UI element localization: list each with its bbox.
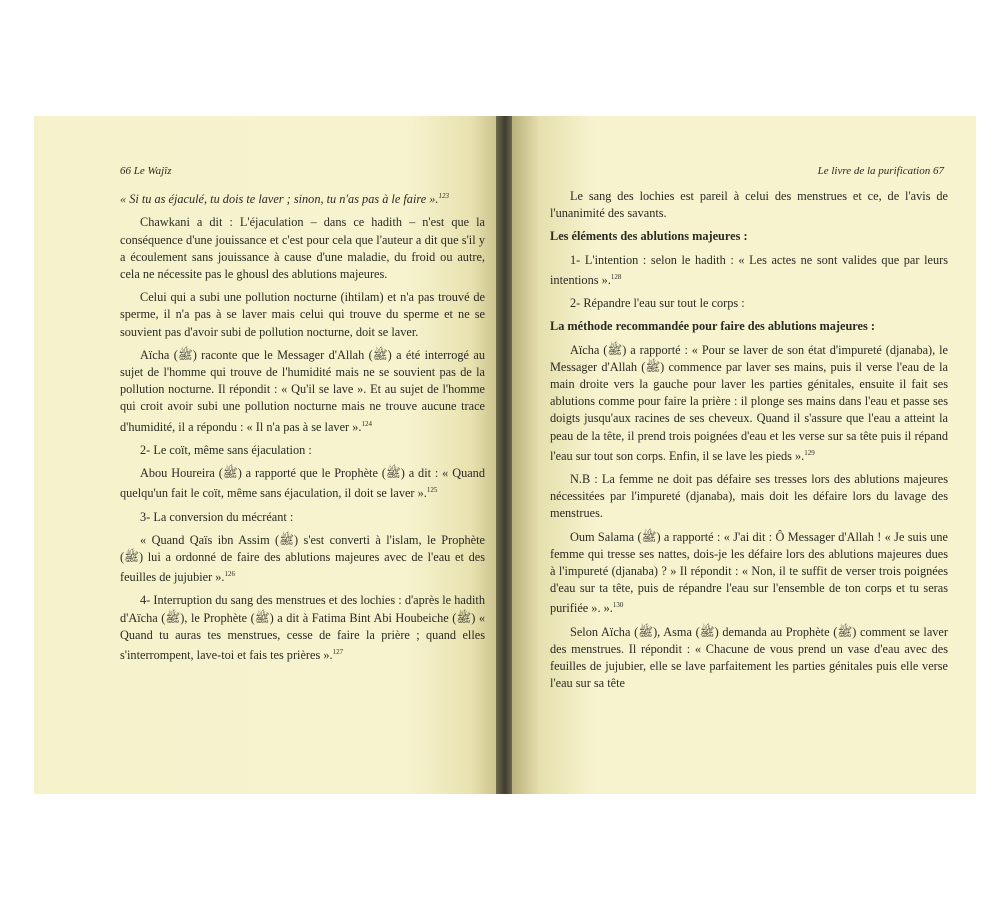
- section-heading: Les éléments des ablutions majeures :: [550, 229, 748, 244]
- paragraph: Selon Aïcha (ﷺ), Asma (ﷺ) demanda au Prophète (ﷺ) comment se laver des menstrues. Il répondit : « Chacune de vous prend un vase d'eau avec des feuilles de jujubier, elle se lave parfaitement les parties génitales puis elle verse l'eau sur sa tête: [550, 624, 948, 691]
- left-running-header: 66 Le Wajîz: [120, 165, 172, 177]
- right-page-text: [550, 188, 948, 693]
- paragraph: Le sang des lochies est pareil à celui des menstrues et ce, de l'avis de l'unanimité des savants.: [550, 189, 948, 221]
- paragraph: Chawkani a dit : L'éjaculation – dans ce hadith – n'est que la conséquence d'une jouissance et c'est pour cela que l'auteur a dit que s'il y a écoulement sans jouissance à cause d'une maladie, du froid ou autre, cela ne nécessite pas le ghousl des ablutions majeures.: [120, 215, 485, 281]
- left-page: [34, 116, 499, 794]
- paragraph: 4- Interruption du sang des menstrues et des lochies : d'après le hadith d'Aïcha (ﷺ), le Prophète (ﷺ) a dit à Fatima Bint Abi Houbeiche (ﷺ) « Quand tu auras tes menstrues, cesse de faire la prière ; quand elles s'interrompent, lave-toi et fais tes prières ».$^{127}$: [120, 593, 485, 663]
- paragraph: N.B : La femme ne doit pas défaire ses tresses lors des ablutions majeures nécessitées par l'impureté (djanaba), mais doit les défaire lors du lavage des menstrues.: [550, 472, 948, 521]
- book-spread: [34, 116, 976, 794]
- paragraph: Abou Houreira (ﷺ) a rapporté que le Prophète (ﷺ) a dit : « Quand quelqu'un fait le coït, même sans éjaculation, il doit se laver ».$^{125}$: [120, 466, 485, 501]
- paragraph: Aïcha (ﷺ) raconte que le Messager d'Allah (ﷺ) a été interrogé au sujet de l'homme qui trouve de l'humidité mais ne se souvient pas de la pollution nocturne. Il répondit : « Qu'il se lave ». Et au sujet de l'homme qui croit avoir subi une pollution nocturne mais ne trouve aucune trace d'humidité, il a répondu : « Il n'a pas à se laver ».$^{124}$: [120, 347, 485, 434]
- right-running-header: Le livre de la purification 67: [817, 165, 944, 177]
- paragraph: Celui qui a subi une pollution nocturne (ihtilam) et n'a pas trouvé de sperme, il n'a pas à se laver mais celui qui trouve du sperme et ne se souvient pas d'avoir subi de pollution nocturne, doit se laver.: [120, 290, 485, 339]
- paragraph: « Quand Qaïs ibn Assim (ﷺ) s'est converti à l'islam, le Prophète (ﷺ) lui a ordonné de faire des ablutions majeures avec de l'eau et des feuilles de jujubier ».$^{126}$: [120, 532, 485, 585]
- paragraph: 3- La conversion du mécréant :: [140, 509, 294, 524]
- right-page: [512, 116, 976, 794]
- left-page-text: [120, 188, 485, 664]
- section-heading: La méthode recommandée pour faire des ablutions majeures :: [550, 319, 875, 334]
- paragraph: 2- Répandre l'eau sur tout le corps :: [570, 296, 745, 311]
- paragraph: 1- L'intention : selon le hadith : « Les actes ne sont valides que par leurs intentions ».$^{128}$: [550, 252, 948, 287]
- paragraph: 2- Le coït, même sans éjaculation :: [140, 442, 312, 457]
- paragraph: Aïcha (ﷺ) a rapporté : « Pour se laver de son état d'impureté (djanaba), le Messager d'Allah (ﷺ) commence par laver ses mains, puis il verse l'eau de la main droite vers la gauche pour laver les parties génitales, ensuite il fait ses ablutions comme pour faire la prière : il plonge ses mains dans l'eau et passe ses doigts jusqu'aux racines de ses cheveux. Quand il s'assure que l'eau a atteint la peau de la tête, il prend trois poignées d'eau et les verse sur sa tête puis il répand l'eau sur tout son corps. Enfin, il se lave les pieds ».$^{129}$: [550, 342, 949, 463]
- paragraph: « Si tu as éjaculé, tu dois te laver ; sinon, tu n'as pas à le faire ».$^{123}$: [120, 192, 449, 207]
- paragraph: Oum Salama (ﷺ) a rapporté : « J'ai dit : Ô Messager d'Allah ! « Je suis une femme qui tresse ses nattes, dois-je les défaire lors des ablutions majeures dues à l'impureté (djanaba) ? » Il répondit : « Non, il te suffit de verser trois poignées d'eau sur ta tête, puis de répandre l'eau sur l'ensemble de ton corps et tu seras purifiée ». ».$^{130}$: [550, 529, 948, 616]
